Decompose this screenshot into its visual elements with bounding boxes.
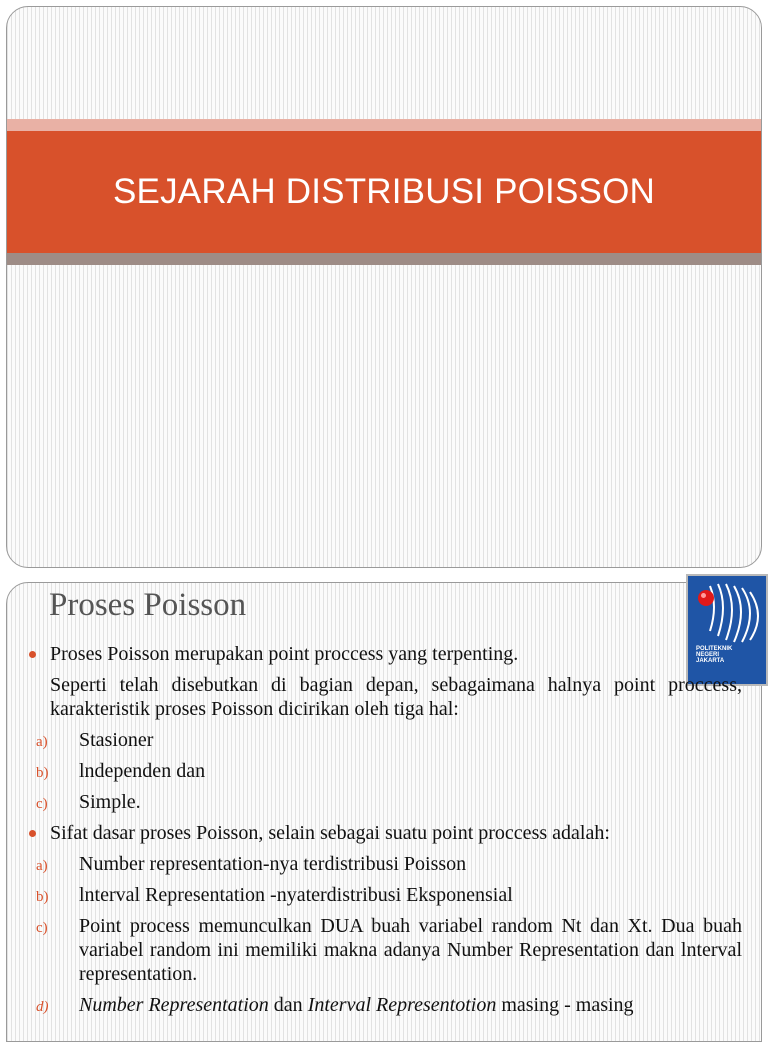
list-item: a) Number representation-nya terdistribusi Poisson bbox=[16, 852, 742, 876]
list-item: c) Simple. bbox=[16, 790, 742, 814]
list-item: d) Number Representation dan Interval Representotion masing - masing bbox=[16, 993, 742, 1017]
title-band-bottom-stripe bbox=[7, 253, 761, 265]
list-item: b) lndependen dan bbox=[16, 759, 742, 783]
list-marker: b) bbox=[36, 889, 49, 905]
list-marker: d) bbox=[36, 999, 49, 1015]
list-marker: c) bbox=[36, 796, 48, 812]
list-marker: a) bbox=[36, 734, 48, 750]
list-marker: b) bbox=[36, 765, 49, 781]
slide-title: SEJARAH DISTRIBUSI POISSON bbox=[113, 172, 655, 211]
title-band-top-stripe bbox=[7, 119, 761, 131]
bullet-item: Proses Poisson merupakan point proccess yang terpenting. bbox=[16, 642, 742, 666]
list-item: a) Stasioner bbox=[16, 728, 742, 752]
list-item: b) lnterval Representation -nyaterdistribusi Eksponensial bbox=[16, 883, 742, 907]
list-marker: c) bbox=[36, 920, 48, 936]
bullet-item: Sifat dasar proses Poisson, selain sebagai suatu point proccess adalah: bbox=[16, 821, 742, 845]
slide-heading: Proses Poisson bbox=[49, 587, 247, 623]
list-marker: a) bbox=[36, 858, 48, 874]
title-slide bbox=[6, 6, 762, 568]
slide-body bbox=[16, 642, 742, 1024]
title-band bbox=[7, 131, 761, 253]
list-item: c) Point process memunculkan DUA buah variabel random Nt dan Xt. Dua buah variabel random ini memiliki makna adanya Number Representation dan lnterval representation. bbox=[36, 915, 742, 985]
paragraph: Seperti telah disebutkan di bagian depan, sebagaimana halnya point proccess, karakteristik proses Poisson dicirikan oleh tiga hal: bbox=[50, 674, 742, 720]
logo-text: POLITEKNIK NEGERI JAKARTA bbox=[696, 646, 733, 664]
